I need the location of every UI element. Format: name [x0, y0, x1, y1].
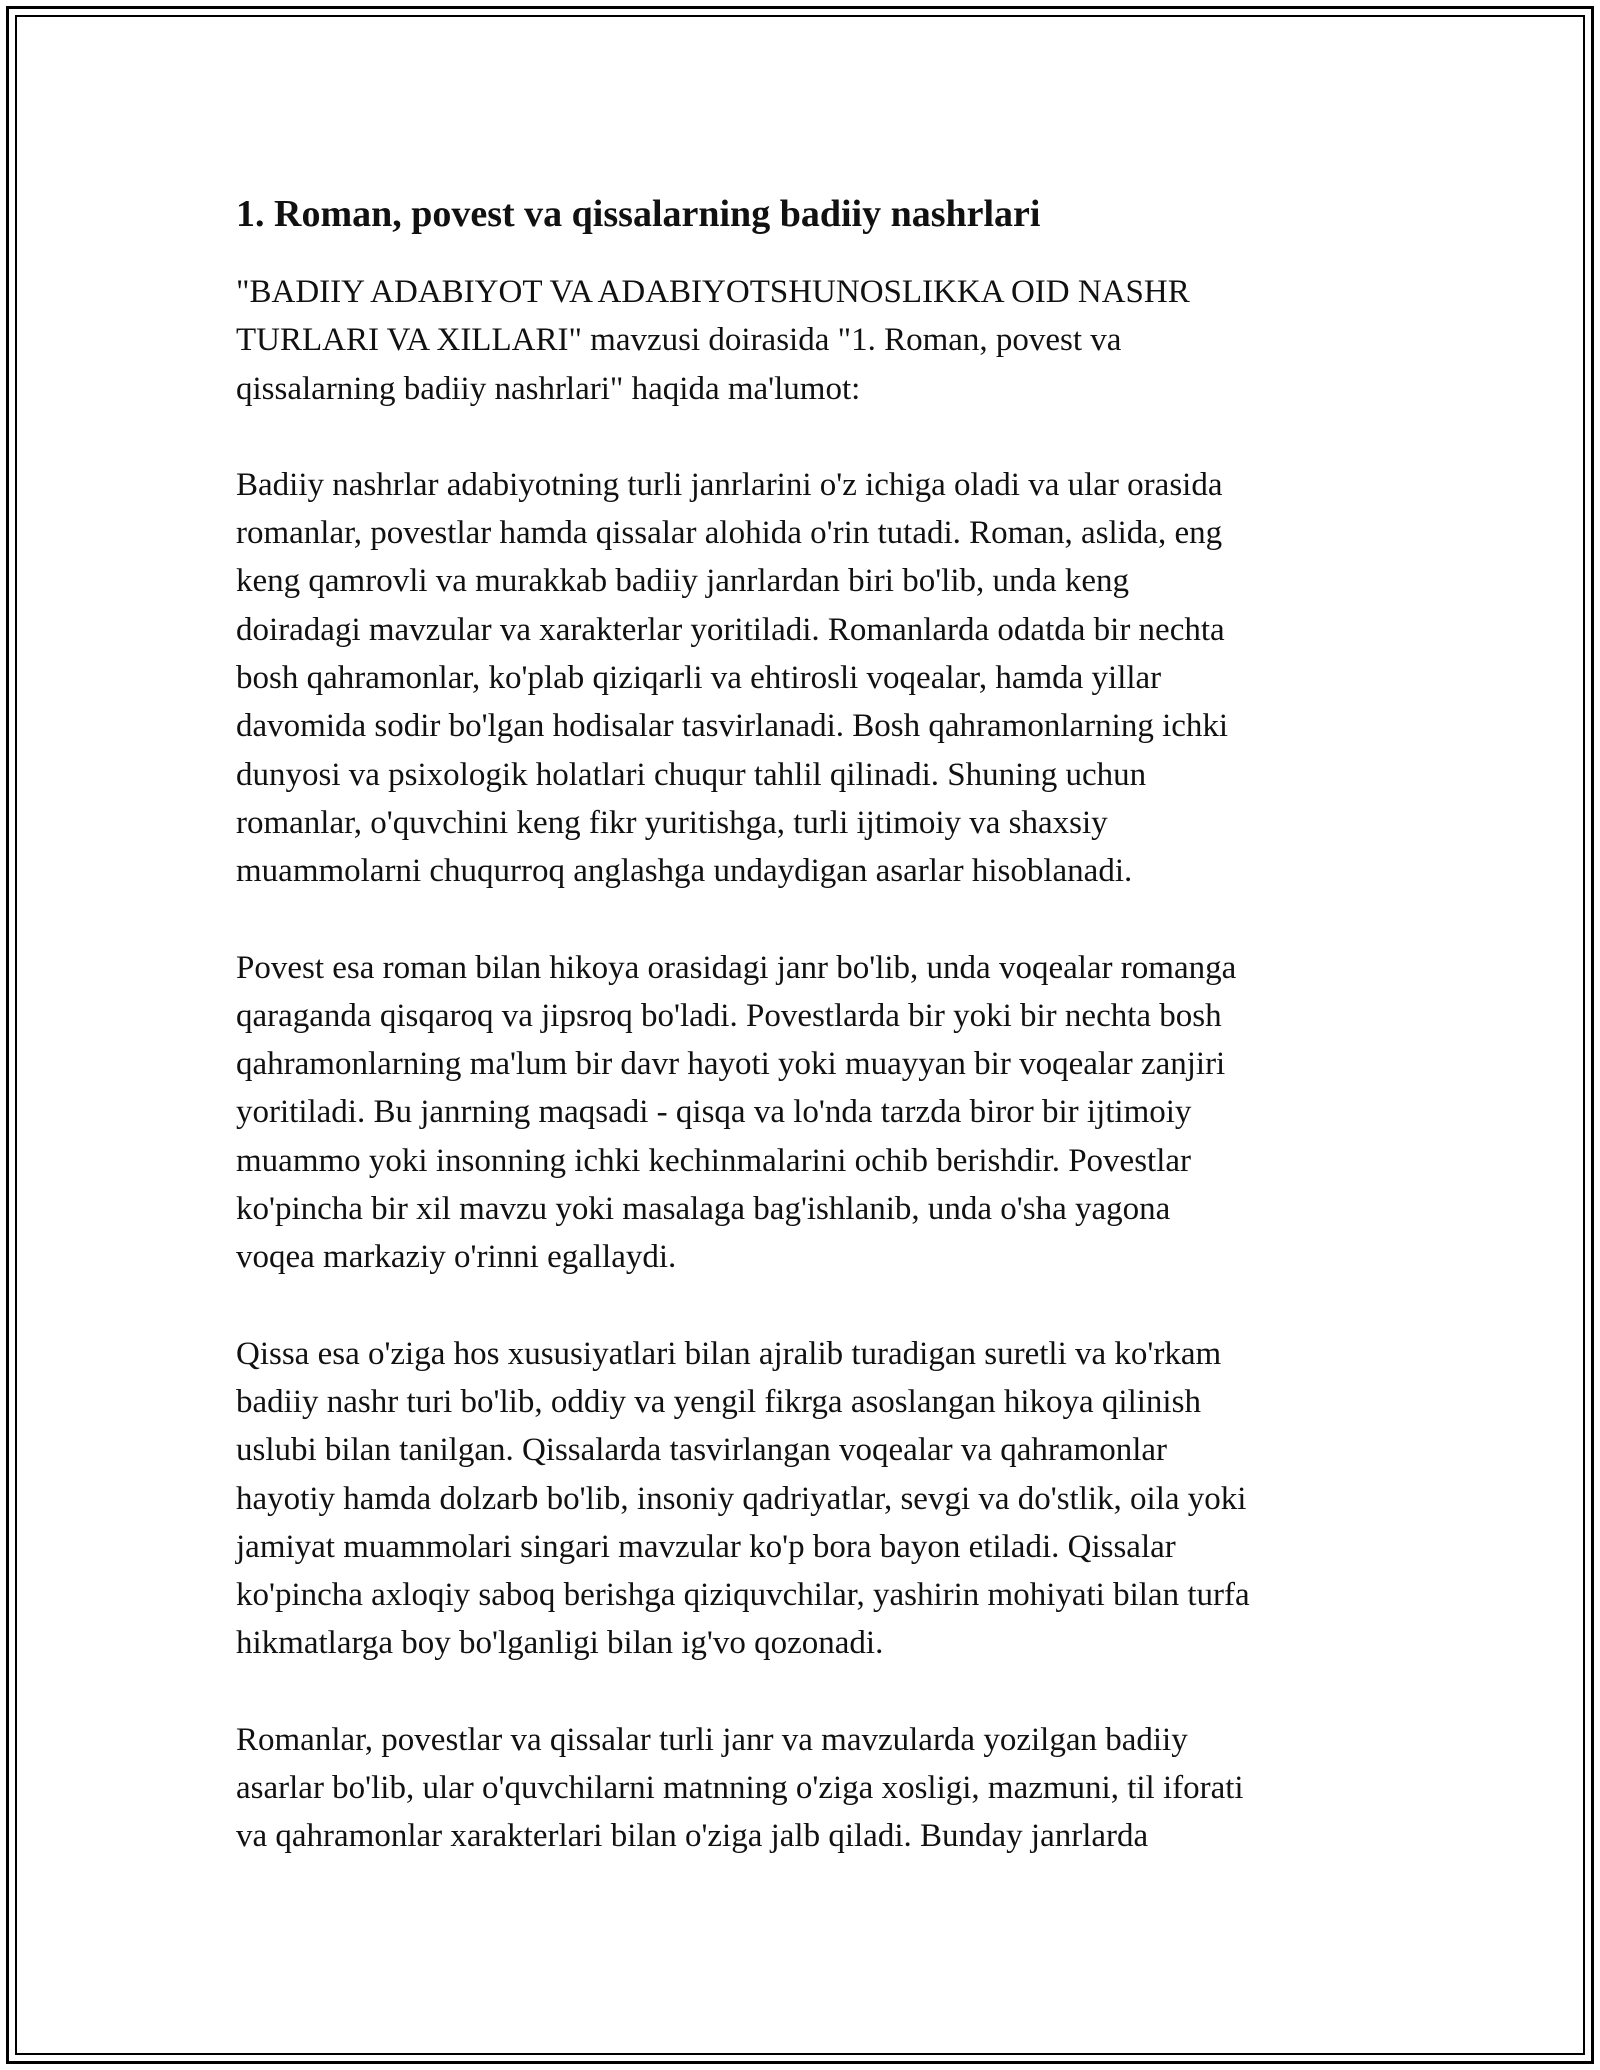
- text-line: uslubi bilan tanilgan. Qissalarda tasvirlangan voqealar va qahramonlar: [236, 1432, 1168, 1469]
- text-line: hayotiy hamda dolzarb bo'lib, insoniy qadriyatlar, sevgi va do'stlik, oila yoki: [236, 1480, 1247, 1517]
- text-line: TURLARI VA XILLARI" mavzusi doirasida "1. Roman, povest va: [236, 322, 1122, 359]
- text-line: qahramonlarning ma'lum bir davr hayoti yoki muayyan bir voqealar zanjiri: [236, 1046, 1226, 1083]
- text-line: muammo yoki insonning ichki kechinmalarini ochib berishdir. Povestlar: [236, 1142, 1192, 1179]
- paragraph-roman: [236, 461, 1364, 896]
- text-line: badiiy nashr turi bo'lib, oddiy va yengil fikrga asoslangan hikoya qilinish: [236, 1383, 1201, 1420]
- text-line: doiradagi mavzular va xarakterlar yoritiladi. Romanlarda odatda bir nechta: [236, 611, 1225, 648]
- text-line: muammolarni chuqurroq anglashga undaydigan asarlar hisoblanadi.: [236, 853, 1133, 890]
- text-line: romanlar, o'quvchini keng fikr yuritishga, turli ijtimoiy va shaxsiy: [236, 804, 1108, 841]
- text-line: voqea markaziy o'rinni egallaydi.: [236, 1239, 677, 1276]
- text-line: jamiyat muammolari singari mavzular ko'p bora bayon etiladi. Qissalar: [236, 1528, 1176, 1565]
- text-line: asarlar bo'lib, ular o'quvchilarni matnning o'ziga xosligi, mazmuni, til iforati: [236, 1770, 1244, 1807]
- text-line: Romanlar, povestlar va qissalar turli janr va mavzularda yozilgan badiiy: [236, 1721, 1188, 1758]
- text-line: ko'pincha axloqiy saboq berishga qiziquvchilar, yashirin mohiyati bilan turfa: [236, 1577, 1250, 1614]
- text-line: Povest esa roman bilan hikoya orasidagi janr bo'lib, unda voqealar romanga: [236, 949, 1237, 986]
- text-line: Badiiy nashrlar adabiyotning turli janrlarini o'z ichiga oladi va ular orasida: [236, 466, 1223, 503]
- text-line: dunyosi va psixologik holatlari chuqur tahlil qilinadi. Shuning uchun: [236, 756, 1147, 793]
- text-line: davomida sodir bo'lgan hodisalar tasvirlanadi. Bosh qahramonlarning ichki: [236, 708, 1229, 745]
- text-line: bosh qahramonlar, ko'plab qiziqarli va ehtirosli voqealar, hamda yillar: [236, 660, 1162, 697]
- text-line: Qissa esa o'ziga hos xususiyatlari bilan ajralib turadigan suretli va ko'rkam: [236, 1335, 1222, 1372]
- paragraph-summary: [236, 1716, 1364, 1861]
- text-line: romanlar, povestlar hamda qissalar alohida o'rin tutadi. Roman, aslida, eng: [236, 515, 1223, 552]
- text-line: keng qamrovli va murakkab badiiy janrlardan biri bo'lib, unda keng: [236, 563, 1130, 600]
- text-line: hikmatlarga boy bo'lganligi bilan ig'vo qozonadi.: [236, 1625, 884, 1662]
- text-line: qaraganda qisqaroq va jipsroq bo'ladi. Povestlarda bir yoki bir nechta bosh: [236, 997, 1222, 1034]
- paragraph-intro: [236, 268, 1364, 413]
- text-line: ko'pincha bir xil mavzu yoki masalaga bag'ishlanib, unda o'sha yagona: [236, 1191, 1171, 1228]
- document-body: [236, 186, 1364, 1909]
- paragraph-qissa: [236, 1330, 1364, 1668]
- paragraph-povest: [236, 944, 1364, 1282]
- text-line: va qahramonlar xarakterlari bilan o'ziga jalb qiladi. Bunday janrlarda: [236, 1818, 1149, 1855]
- text-line: yoritiladi. Bu janrning maqsadi - qisqa va lo'nda tarzda biror bir ijtimoiy: [236, 1094, 1192, 1131]
- text-line: qissalarning badiiy nashrlari" haqida ma'lumot:: [236, 370, 861, 407]
- document-heading: 1. Roman, povest va qissalarning badiiy nashrlari: [236, 193, 1041, 235]
- text-line: "BADIIY ADABIYOT VA ADABIYOTSHUNOSLIKKA OID NASHR: [236, 274, 1190, 310]
